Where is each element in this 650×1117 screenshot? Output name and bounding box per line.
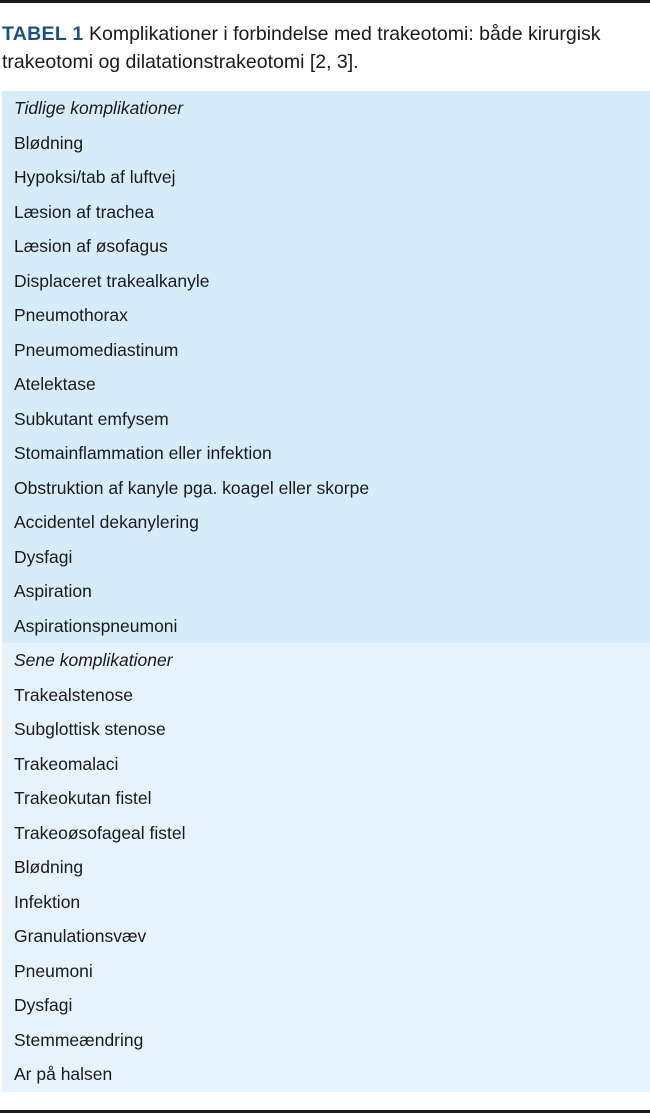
table-row: Pneumothorax [14,305,128,325]
table-row: Accidentel dekanylering [14,512,199,532]
table-row: Dysfagi [14,995,73,1015]
table-caption [2,20,642,76]
table-row: Granulationsvæv [14,926,147,946]
table-row: Aspiration [14,581,92,601]
table-row: Ar på halsen [14,1064,113,1084]
bottom-rule [0,1110,650,1113]
table-row: Trakealstenose [14,684,133,705]
top-rule [0,0,650,3]
table-row: Pneumomediastinum [14,339,179,360]
table-row: Displaceret trakealkanyle [14,270,210,291]
table-row: Hypoksi/tab af luftvej [14,167,176,187]
early-complications-heading: Tidlige komplikationer [14,98,184,118]
table-row: Atelektase [14,374,96,394]
table-row: Dysfagi [14,546,73,567]
table-caption-text: Komplikationer i forbindelse med trakeotomi: både kirurgisk trakeotomi og dilatationstrakeotomi [2, 3]. [2,23,601,73]
table-row: Stomainflammation eller infektion [14,443,272,463]
late-complications-heading: Sene komplikationer [14,650,173,670]
table-row: Blødning [14,132,84,153]
complications-table [2,91,650,1092]
table-row: Læsion af trachea [14,201,155,222]
table-row: Subkutant emfysem [14,408,169,429]
table-row: Subglottisk stenose [14,719,166,739]
early-complications-section [2,91,650,643]
table-label: TABEL 1 [2,23,84,45]
table-row: Trakeomalaci [14,753,119,774]
table-row: Obstruktion af kanyle pga. koagel eller skorpe [14,477,370,498]
table-row: Stemmeændring [14,1029,144,1050]
table-row: Trakeoøsofageal fistel [14,822,186,843]
table-row: Trakeokutan fistel [14,788,152,808]
table-row: Infektion [14,891,81,912]
late-complications-section [2,643,650,1092]
table-row: Læsion af øsofagus [14,236,168,256]
table-row: Blødning [14,857,84,877]
table-row: Aspirationspneumoni [14,615,178,636]
table-row: Pneumoni [14,960,93,981]
